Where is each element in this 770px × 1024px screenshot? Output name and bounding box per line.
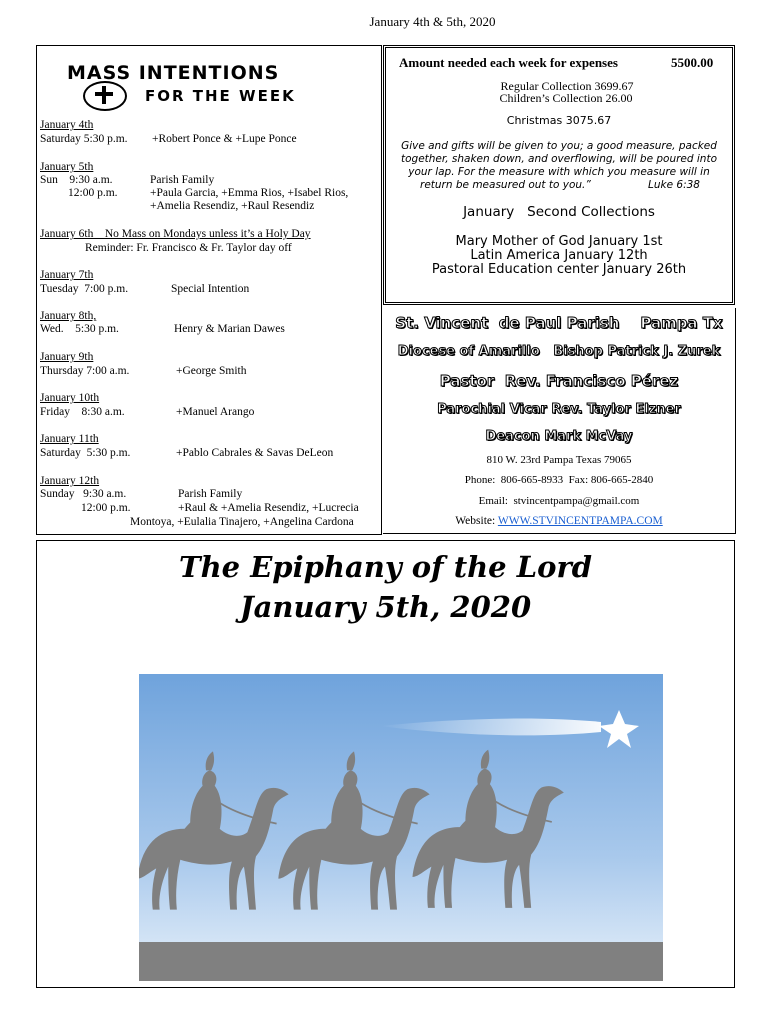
second-collection-item: Mary Mother of God January 1st bbox=[455, 234, 663, 249]
mass-intention: +Raul & +Amelia Resendiz, +Lucrecia bbox=[178, 502, 359, 514]
childrens-collection: Children’s Collection 26.00 bbox=[499, 91, 633, 105]
christmas-collection: Christmas 3075.67 bbox=[506, 114, 612, 127]
scripture-reference: Luke 6:38 bbox=[648, 179, 700, 191]
mass-intention: +Pablo Cabrales & Savas DeLeon bbox=[176, 447, 334, 459]
mass-date: January 4th bbox=[40, 119, 94, 131]
mass-date: January 10th bbox=[40, 392, 100, 404]
parish-address: 810 W. 23rd Pampa Texas 79065 bbox=[486, 454, 632, 466]
parish-website-row bbox=[383, 515, 735, 527]
scripture-line: your lap. For the measure with which you measure will in bbox=[408, 166, 710, 178]
mass-reminder: Reminder: Fr. Francisco & Fr. Taylor day off bbox=[85, 242, 292, 254]
scripture-line: together, shaken down, and overflowing, will be poured into bbox=[400, 153, 717, 165]
second-collections-heading: January Second Collections bbox=[463, 204, 655, 220]
mass-intention: +Amelia Resendiz, +Raul Resendiz bbox=[150, 200, 315, 212]
epiphany-title: The Epiphany of the Lord bbox=[178, 550, 593, 584]
mass-date: January 12th bbox=[40, 475, 100, 487]
expenses-box bbox=[383, 45, 735, 305]
regular-collection: Regular Collection 3699.67 bbox=[500, 79, 634, 93]
diocese-line: Diocese of Amarillo Bishop Patrick J. Zurek bbox=[397, 344, 721, 359]
website-link[interactable]: WWW.STVINCENTPAMPA.COM bbox=[497, 515, 663, 527]
mass-time: Wed. 5:30 p.m. bbox=[40, 323, 119, 335]
mass-intentions-title: MASS INTENTIONS bbox=[67, 62, 280, 84]
epiphany-date: January 5th, 2020 bbox=[239, 590, 532, 624]
three-wise-men-image bbox=[139, 674, 663, 981]
mass-time: Sun 9:30 a.m. bbox=[40, 174, 113, 186]
mass-time: 12:00 p.m. bbox=[68, 187, 118, 199]
expenses-amount: 5500.00 bbox=[671, 55, 714, 70]
mass-time: Friday 8:30 a.m. bbox=[40, 406, 125, 418]
mass-intention: +Paula Garcia, +Emma Rios, +Isabel Rios, bbox=[150, 187, 349, 199]
second-collection-item: Pastoral Education center January 26th bbox=[431, 262, 687, 277]
scripture-line: Give and gifts will be given to you; a good measure, packed bbox=[401, 140, 717, 152]
vicar-line: Parochial Vicar Rev. Taylor Elzner bbox=[437, 402, 681, 417]
mass-intention: Parish Family bbox=[178, 488, 243, 500]
mass-intention: Henry & Marian Dawes bbox=[174, 323, 285, 335]
expenses-heading: Amount needed each week for expenses bbox=[399, 55, 618, 70]
mass-intention: +George Smith bbox=[176, 365, 247, 377]
mass-time: Saturday 5:30 p.m. bbox=[40, 447, 131, 459]
pastor-line: Pastor Rev. Francisco Pérez bbox=[439, 372, 679, 390]
mass-date: January 7th bbox=[40, 269, 94, 281]
page-date: January 4th & 5th, 2020 bbox=[369, 14, 496, 29]
parish-phone: Phone: 806-665-8933 Fax: 806-665-2840 bbox=[464, 474, 654, 486]
mass-time: Thursday 7:00 a.m. bbox=[40, 365, 130, 377]
mass-intention: +Manuel Arango bbox=[176, 406, 255, 418]
mass-time: 12:00 p.m. bbox=[81, 502, 131, 514]
second-collection-item: Latin America January 12th bbox=[470, 248, 648, 263]
website-label: Website: bbox=[455, 515, 498, 527]
mass-time: Saturday 5:30 p.m. bbox=[40, 133, 128, 145]
epiphany-box bbox=[36, 540, 735, 988]
mass-date: January 9th bbox=[40, 351, 94, 363]
mass-date-note: January 6th No Mass on Mondays unless it’s a Holy Day bbox=[40, 228, 311, 240]
mass-intentions-box bbox=[36, 45, 382, 535]
parish-info-box bbox=[383, 308, 736, 534]
mass-intention: Montoya, +Eulalia Tinajero, +Angelina Cardona bbox=[130, 516, 354, 528]
mass-intention: Parish Family bbox=[150, 174, 215, 186]
mass-intentions-subtitle: FOR THE WEEK bbox=[145, 87, 296, 105]
mass-intention: Special Intention bbox=[171, 283, 250, 295]
cross-icon bbox=[83, 81, 127, 111]
scripture-line: return be measured out to you.” bbox=[420, 179, 591, 191]
mass-intention: +Robert Ponce & +Lupe Ponce bbox=[152, 133, 297, 145]
mass-time: Tuesday 7:00 p.m. bbox=[40, 283, 129, 295]
deacon-line: Deacon Mark McVay bbox=[485, 429, 633, 444]
mass-date: January 8th, bbox=[40, 310, 97, 322]
mass-time: Sunday 9:30 a.m. bbox=[40, 488, 127, 500]
mass-date: January 5th bbox=[40, 161, 94, 173]
parish-email: Email: stvincentpampa@gmail.com bbox=[478, 495, 640, 507]
parish-name: St. Vincent de Paul Parish Pampa Tx bbox=[395, 314, 723, 332]
mass-date: January 11th bbox=[40, 433, 99, 445]
